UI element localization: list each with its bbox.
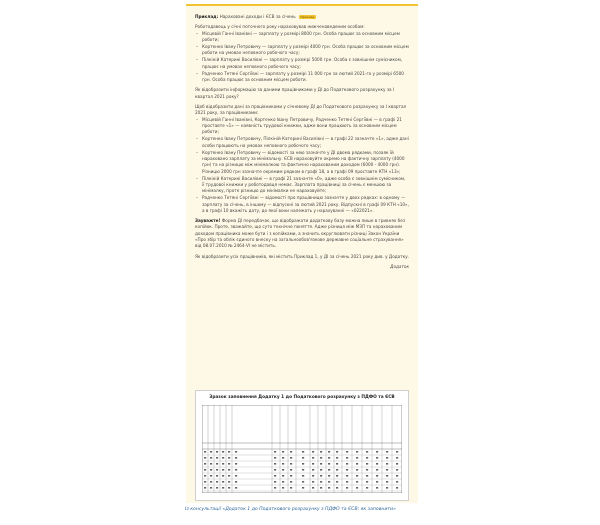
example-card bbox=[186, 4, 418, 503]
example-question: Як відобразити інформацію за даними працівниками у ДІ до Податкового розрахунку за I квартал 2021 року? bbox=[195, 87, 395, 99]
list-item: – Радченко Тетяні Сергіївні — зарплату у розмірі 11 000 грн за лютий 2021-го у розмірі 6500 грн. Особа працює за основним місцем роботи. bbox=[202, 71, 409, 84]
example-intro: Роботодавець у січні поточного року нараховував нижченаведеним особам: bbox=[195, 24, 365, 30]
example-label: Приклад: bbox=[195, 14, 219, 19]
list-item: – Місцевій Ганні Іванівні, Кортенко Івану Петровичу, Радченко Тетяні Сергіївні — в графі 21 проставте «1» — наявність трудової книжки, адже вони працюють за основним місцем роботи; bbox=[202, 117, 409, 136]
list-item: – Радченко Тетяні Сергіївні — відомості про працівницю зазначте у двох рядках: в одному — зарплату за січень, в іншому — відпускні за лютий 2021 року. Відпускні в графі 09 КТН «10», а в графі 10 вкажіть дату, до якої вони належать у нарахуванні — «022021». bbox=[202, 195, 409, 214]
note-text: Форма ДІ передбачає, що відображати додаткову базу можна лише в гривнях без копійок. Проте, зважайте, що суто технічне поняття. Адже різниця між МЗП та нарахованим доходом працівника може бути і з копійками, а значить округлювати різниці Закон України «Про збір та облік єдиного внеску на загальнообов'язкове державне соціальне страхування» від 08.07.2010 № 2464-VI не містить. bbox=[195, 218, 406, 249]
list-item: – Кортенко Івану Петровичу, Пілкіній Катерині Василівні — в графі 22 зазначте «1», адже дані особи працюють на умовах неповного робочого часу; bbox=[202, 136, 409, 149]
answer-list bbox=[195, 117, 409, 215]
note bbox=[195, 218, 409, 249]
note-label: Зауважте! bbox=[195, 218, 221, 224]
list-item: – Пілкіній Катерині Василівні — в графі 21 зазначте «0», адже особа є зовнішнім сумісником, її трудової книжки у роботодавця немає. Зарплата працівниці за січень є меншою за мінімалку, проте різницю до мінімалки не нараховуйте; bbox=[202, 176, 409, 195]
footer-link[interactable]: Із консультації «Додаток 1 до Податкового розрахунку з ПДФО та ЄСВ: як заповнити» bbox=[185, 507, 396, 512]
list-item: – Пілкіній Катерині Василівні — зарплату у розмірі 5000 грн. Особа є зовнішнім сумісником, працює на умовах неповного робочого часу; bbox=[202, 57, 409, 70]
list-item: – Кортенко Івану Петровичу — відомості за нею зазначте у ДІ двома рядками, позаяк їй нараховано зарплату за мінімальну. ЄСВ нараховуйте окремо на фактичну зарплату (4000 грн) та на різницю між мінімалкою та фактично нарахованим доходом (6000 - 4000 грн). Різницю 2000 грн зазначте окремим рядком в графі 18, а в графі 09 проставте КТН «13»; bbox=[202, 150, 409, 175]
sample-form-table bbox=[202, 405, 402, 493]
sample-title: Зразок заповнення Додатку 1 до Податкового розрахунку з ПДФО та ЄСВ bbox=[209, 395, 395, 400]
sample-form[interactable] bbox=[195, 390, 409, 501]
example-list bbox=[195, 31, 409, 84]
summary-text: Як відобразити усіх працівників, які містить Приклад 1, у ДІ за січень 2021 року див. у Додатку. bbox=[195, 253, 410, 259]
example-header bbox=[195, 14, 409, 20]
list-item: – Місцевій Ганні Іванівні — зарплату у розмірі 8000 грн. Особа працює за основним місцем роботи; bbox=[202, 31, 409, 44]
example-heading: Нараховані доходи і ЄСВ за січень bbox=[219, 14, 296, 19]
answer-intro: Щоб відобразити дані за працівниками у січневому ДІ до Податкового розрахунку за I квартал 2021 року, за працівниками: bbox=[195, 103, 407, 116]
list-item: – Кортенко Івану Петровичу — зарплату у розмірі 4000 грн. Особа працює за основним місцем роботи на умовах неповного робочого часу; bbox=[202, 44, 409, 57]
appendix-sign: Додаток bbox=[390, 263, 409, 269]
example-badge: Приклад bbox=[300, 15, 315, 19]
